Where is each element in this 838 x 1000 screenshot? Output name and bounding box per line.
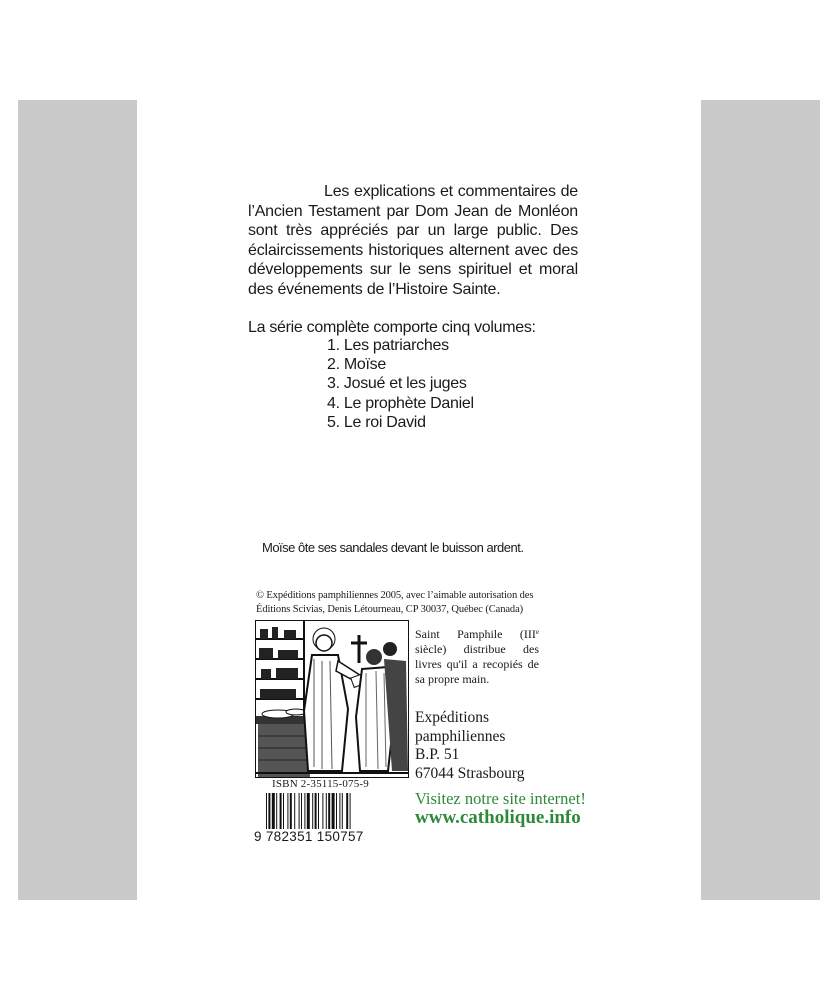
barcode-bar: [276, 793, 277, 829]
barcode-bar: [326, 793, 327, 829]
barcode-bar: [290, 793, 292, 829]
barcode-bar: [283, 793, 284, 829]
publisher-po-box: B.P. 51: [415, 746, 460, 763]
website-link[interactable]: www.catholique.info: [415, 807, 581, 828]
barcode-bar: [312, 793, 313, 829]
series-intro: La série complète comporte cinq volumes:: [248, 319, 536, 336]
barcode-bar: [315, 793, 317, 829]
barcode-bar: [318, 793, 319, 829]
publisher-address: [415, 709, 525, 783]
barcode-digits: 9 782351 150757: [254, 829, 364, 844]
barcode-bar: [299, 793, 300, 829]
barcode-bar: [307, 793, 310, 829]
barcode-bar: [266, 793, 267, 829]
isbn-label: ISBN 2-35115-075-9: [272, 778, 369, 790]
saint-pamphile-engraving: [255, 620, 409, 778]
illustration-caption-text: Saint Pamphile (III: [415, 627, 536, 641]
publisher-name-line1: Expéditions: [415, 709, 490, 726]
barcode-bar: [328, 793, 330, 829]
barcode-bar: [268, 793, 270, 829]
volume-item: 3. Josué et les juges: [327, 375, 467, 393]
barcode-bar: [336, 793, 337, 829]
barcode-bar: [350, 793, 351, 829]
volume-list: [327, 336, 474, 432]
description-rest: l’Ancien Testament par Dom Jean de Monléon sont très appréciés par un large public. Des éclaircissements historiques alternent avec des développements sur le sens spirituel et moral des événements de l’Histoire Sainte.: [248, 202, 578, 298]
engraving-image: [256, 621, 408, 777]
volume-item: 5. Le roi David: [327, 413, 426, 431]
barcode-bar: [301, 793, 302, 829]
century-superscript: e: [535, 628, 539, 636]
illustration-caption-text-end: siècle) distribue des livres qu'il a recopiés de sa propre main.: [415, 642, 539, 686]
barcode-bar: [346, 793, 348, 829]
barcode-bar: [287, 793, 288, 829]
visit-website-text: Visitez notre site internet!: [415, 789, 586, 808]
volume-item: 4. Le prophète Daniel: [327, 394, 474, 412]
barcode-bar: [304, 793, 305, 829]
description-first-line: Les explications et commentaires de: [324, 183, 578, 200]
barcode-bar: [280, 793, 282, 829]
publisher-name-line2: pamphiliennes: [415, 727, 506, 745]
volume-item: 2. Moïse: [327, 356, 386, 374]
right-margin-band: [701, 100, 820, 900]
barcode-bar: [342, 793, 343, 829]
barcode-bar: [272, 793, 275, 829]
left-margin-band: [18, 100, 137, 900]
cover-caption: Moïse ôte ses sandales devant le buisson ardent.: [262, 540, 524, 555]
barcode-bar: [339, 793, 340, 829]
isbn-barcode: [266, 793, 386, 829]
illustration-caption: [415, 627, 539, 687]
barcode-bar: [294, 793, 295, 829]
copyright-notice: © Expéditions pamphiliennes 2005, avec l’aimable autorisation des Éditions Scivias, Denis Létourneau, CP 30037, Québec (Canada): [256, 590, 534, 615]
barcode-bar: [322, 793, 323, 829]
description-paragraph: [248, 182, 578, 299]
publisher-city: 67044 Strasbourg: [415, 764, 525, 782]
volume-item: 1. Les patriarches: [327, 337, 449, 354]
barcode-bar: [332, 793, 335, 829]
